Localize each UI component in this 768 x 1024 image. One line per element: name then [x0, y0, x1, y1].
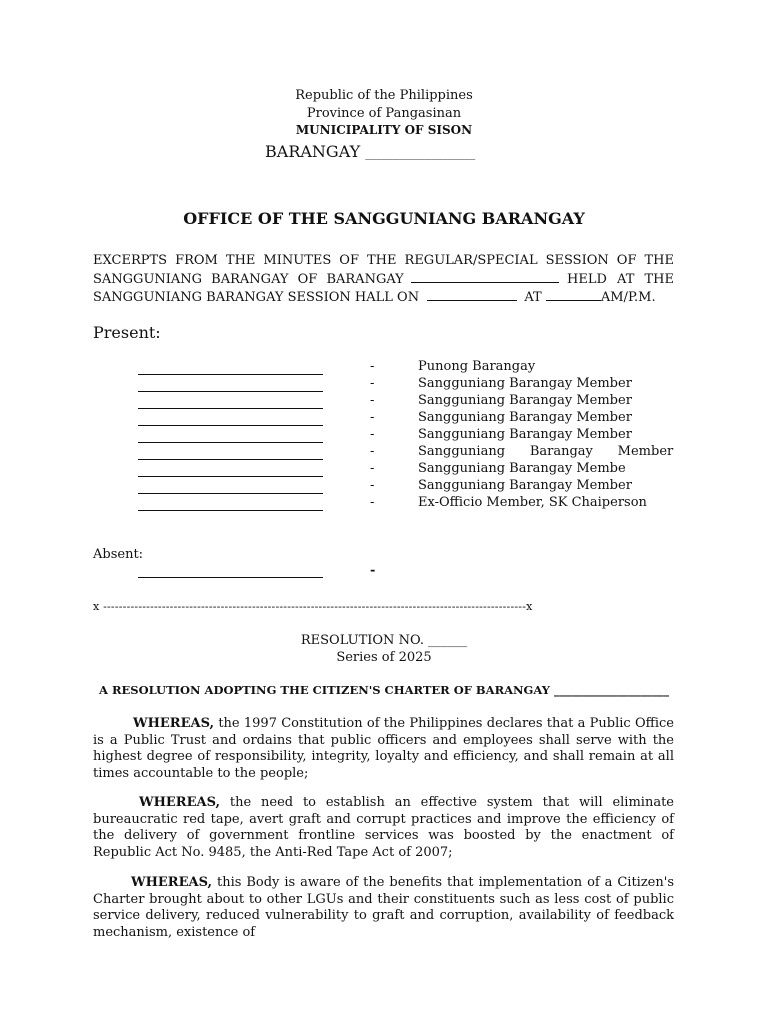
attendee-name-blank	[138, 476, 323, 477]
session-date-blank	[427, 289, 517, 301]
attendee-role: Sangguniang Barangay Member	[418, 393, 632, 408]
attendee-role: Punong Barangay	[418, 359, 536, 374]
attendee-name-blank	[138, 425, 323, 426]
whereas-text: the 1997 Constitution of the Philippines declares that a Public Office is a Public Trust and ordains that public officers and employees shall serve with the highest degree of responsibility, integrity, loyalty and efficiency, and shall remain at all times accountable to the people;	[93, 716, 674, 781]
section-divider: x ------------------------------------------------------------------------------------------------------------x	[93, 600, 533, 613]
attendee-dash: -	[370, 495, 375, 510]
whereas-clause	[93, 716, 674, 782]
barangay-blank: ____________________	[365, 147, 476, 160]
attendee-role: Sangguniang Barangay Member	[418, 427, 632, 442]
attendee-name-blank	[138, 408, 323, 409]
attendee-name-blank	[138, 459, 323, 460]
whereas-lead: WHEREAS,	[131, 875, 213, 890]
barangay-name-blank	[411, 271, 559, 283]
whereas-clause	[93, 795, 674, 861]
excerpts-line-2	[93, 271, 674, 287]
excerpts-line-2-b: HELD AT THE	[567, 272, 674, 287]
absent-dash: -	[370, 563, 376, 578]
attendee-dash: -	[370, 427, 375, 442]
absent-name-blank	[138, 577, 323, 578]
attendee-role: Sangguniang Barangay Member	[418, 444, 674, 459]
whereas-lead: WHEREAS,	[133, 716, 215, 731]
attendee-name-blank	[138, 442, 323, 443]
attendee-dash: -	[370, 444, 375, 459]
attendee-role: Ex-Officio Member, SK Chaiperson	[418, 495, 647, 510]
attendee-dash: -	[370, 461, 375, 476]
attendee-role: Sangguniang Barangay Member	[418, 376, 632, 391]
present-label: Present:	[93, 323, 161, 342]
barangay-label: BARANGAY	[265, 142, 361, 161]
whereas-text: the need to establish an effective system that will eliminate bureaucratic red tape, avert graft and corrupt practices and improve the efficiency of the delivery of government frontline services was boosted by the enactment of Republic Act No. 9485, the Anti-Red Tape Act of 2007;	[93, 795, 674, 860]
barangay-heading	[265, 142, 475, 161]
session-time-blank	[546, 289, 601, 301]
attendee-role: Sangguniang Barangay Member	[418, 478, 632, 493]
excerpts-line-3	[93, 289, 656, 305]
excerpts-ampm: AM/P.M.	[600, 290, 656, 305]
resolution-series: Series of 2025	[336, 650, 432, 665]
republic-line: Republic of the Philippines	[295, 88, 473, 103]
attendee-role: Sangguniang Barangay Membe	[418, 461, 626, 476]
resolution-number: RESOLUTION NO. ______	[300, 633, 468, 648]
attendee-name-blank	[138, 391, 323, 392]
absent-label: Absent:	[93, 547, 144, 562]
province-line: Province of Pangasinan	[306, 106, 462, 121]
attendee-dash: -	[370, 478, 375, 493]
attendee-name-blank	[138, 493, 323, 494]
attendee-dash: -	[370, 393, 375, 408]
attendee-name-blank	[138, 510, 323, 511]
attendee-role: Sangguniang Barangay Member	[418, 410, 632, 425]
attendee-name-blank	[138, 374, 323, 375]
excerpts-line-2-a: SANGGUNIANG BARANGAY OF BARANGAY	[93, 272, 404, 287]
attendee-dash: -	[370, 376, 375, 391]
whereas-lead: WHEREAS,	[139, 795, 221, 810]
excerpts-line-1: EXCERPTS FROM THE MINUTES OF THE REGULAR/SPECIAL SESSION OF THE	[93, 253, 674, 268]
attendee-dash: -	[370, 410, 375, 425]
whereas-text: this Body is aware of the benefits that implementation of a Citizen's Charter brought about to other LGUs and their constituents such as less cost of public service delivery, reduced vulnerability to graft and corruption, availability of feedback mechanism, existence of	[93, 875, 674, 940]
municipality-line: MUNICIPALITY OF SISON	[295, 123, 473, 137]
whereas-clause	[93, 875, 674, 941]
resolution-title: A RESOLUTION ADOPTING THE CITIZEN'S CHARTER OF BARANGAY ____________________	[99, 683, 669, 697]
excerpts-line-3-a: SANGGUNIANG BARANGAY SESSION HALL ON	[93, 290, 420, 305]
attendee-dash: -	[370, 359, 375, 374]
office-title: OFFICE OF THE SANGGUNIANG BARANGAY	[183, 209, 585, 228]
excerpts-at: AT	[524, 290, 542, 305]
